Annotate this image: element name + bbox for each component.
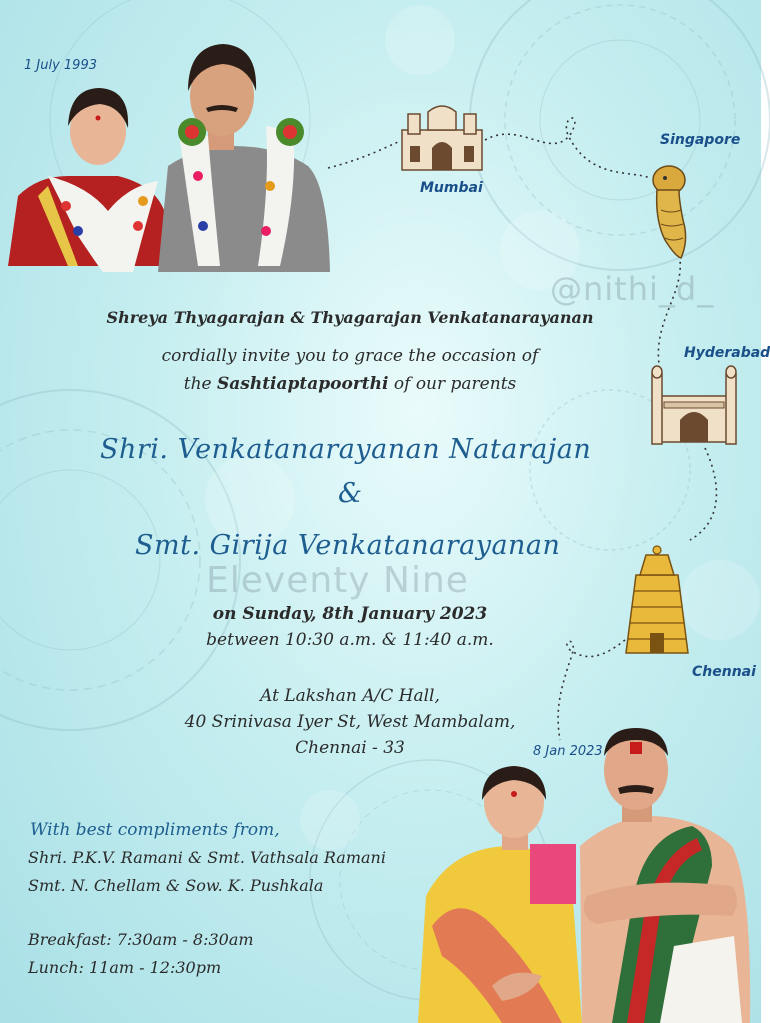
honoree-wife: Smt. Girija Venkatanarayanan xyxy=(135,530,561,561)
merlion-icon xyxy=(645,160,697,260)
young-couple-illustration xyxy=(8,36,338,272)
invite-line-1: cordially invite you to grace the occasion of xyxy=(161,346,539,366)
watermark-brand: Eleventy Nine xyxy=(206,560,469,601)
city-label-mumbai: Mumbai xyxy=(420,180,483,196)
hosts-line: Shreya Thyagarajan & Thyagarajan Venkatanarayanan xyxy=(106,308,594,327)
ampersand: & xyxy=(338,478,363,509)
lunch-time: Lunch: 11am - 12:30pm xyxy=(28,958,222,977)
compliments-line-1: Shri. P.K.V. Ramani & Smt. Vathsala Ramani xyxy=(28,848,386,867)
elder-couple-illustration xyxy=(412,726,761,1023)
invite-line-2-pre: the xyxy=(183,374,212,394)
event-name: Sashtiaptapoorthi xyxy=(216,374,389,394)
breakfast-time: Breakfast: 7:30am - 8:30am xyxy=(28,930,254,949)
compliments-line-2: Smt. N. Chellam & Sow. K. Pushkala xyxy=(28,876,324,895)
event-date: on Sunday, 8th January 2023 xyxy=(212,604,488,624)
city-label-singapore: Singapore xyxy=(660,132,741,148)
end-date: 8 Jan 2023 xyxy=(533,744,603,759)
watermark-handle: @nithi_d_ xyxy=(550,270,715,308)
city-label-chennai: Chennai xyxy=(692,664,756,680)
compliments-title: With best compliments from, xyxy=(30,820,280,840)
city-label-hyderabad: Hyderabad xyxy=(684,345,770,361)
invite-line-2 xyxy=(0,374,700,394)
invite-line-2-post: of our parents xyxy=(393,374,517,394)
event-time: between 10:30 a.m. & 11:40 a.m. xyxy=(206,630,494,650)
venue-line-1: At Lakshan A/C Hall, xyxy=(260,686,440,706)
honoree-husband: Shri. Venkatanarayanan Natarajan xyxy=(100,434,592,465)
venue-line-2: 40 Srinivasa Iyer St, West Mambalam, xyxy=(184,712,516,732)
start-date: 1 July 1993 xyxy=(24,58,97,73)
venue-line-3: Chennai - 33 xyxy=(295,738,405,758)
gateway-of-india-icon xyxy=(398,100,486,172)
